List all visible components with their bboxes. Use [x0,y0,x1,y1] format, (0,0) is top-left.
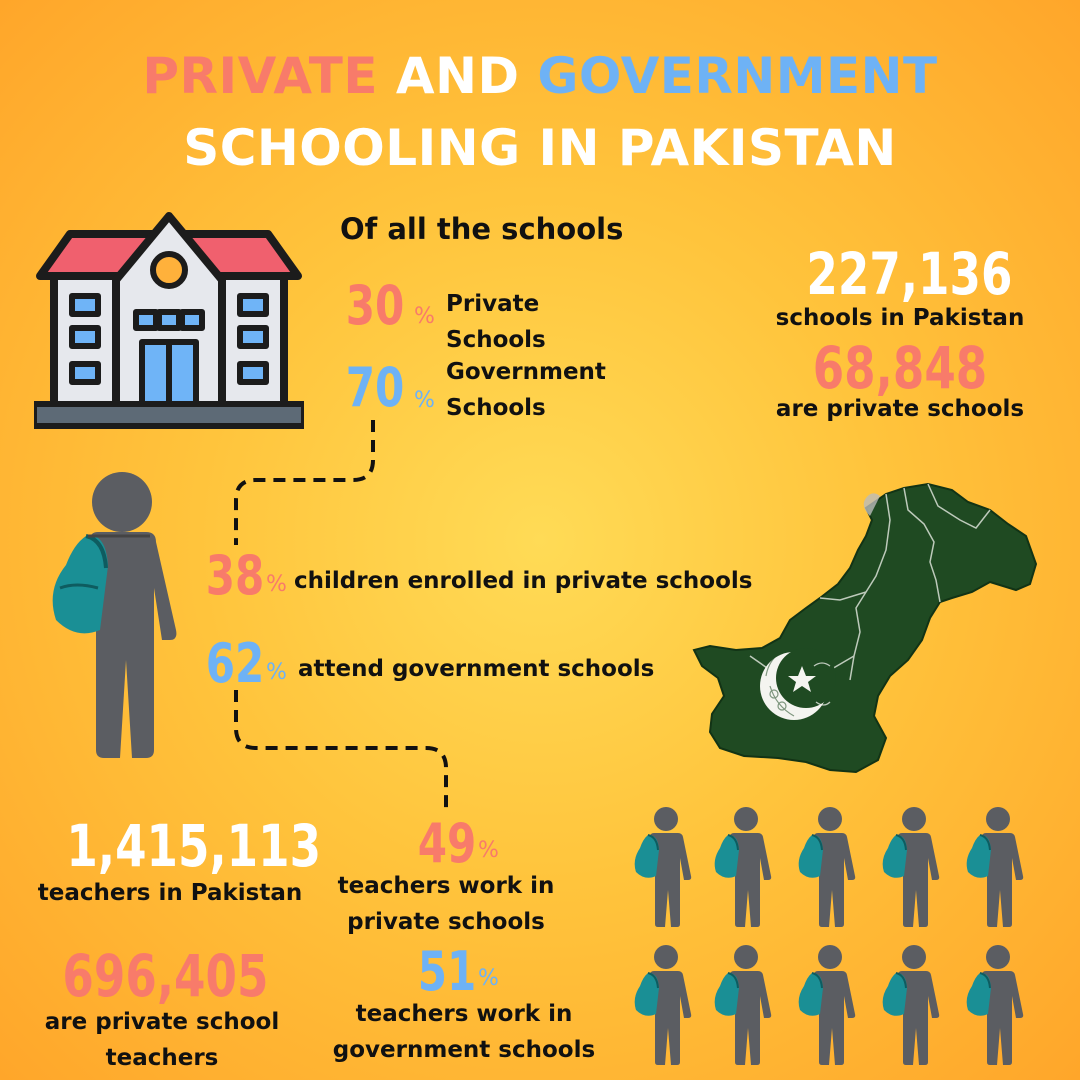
private-schools-number: 68,848 [812,334,988,402]
total-teachers-label: teachers in Pakistan [37,880,303,906]
student-figure-icon [632,806,694,928]
government-teachers-share-label [316,996,612,1068]
student-figure-icon [880,944,942,1066]
government-teachers-share-label-line-2: government schools [332,1037,596,1063]
private-teachers-label-line-2: teachers [105,1045,219,1071]
government-schools-label-line-2: Schools [446,395,546,421]
private-teachers-share-label [316,868,576,940]
private-teachers-share-label-line-1: teachers work in [337,873,555,899]
government-teachers-share-label-line-1: teachers work in [355,1001,573,1027]
title-private-word: PRIVATE [142,47,378,105]
title-and-word: AND [395,47,520,105]
student-icon [46,470,182,760]
student-group-icon [632,806,1032,1056]
schools-share-heading: Of all the schools [340,212,624,246]
private-schools-count-label: are private schools [775,396,1025,422]
private-teachers-label-line-1: are private school [44,1009,280,1035]
student-figure-icon [796,944,858,1066]
government-teachers-percent: 51 [417,940,477,1003]
private-schools-percent-sign: % [414,304,435,329]
private-schools-percent: 30 [345,274,405,337]
government-schools-label-line-1: Government [446,359,606,385]
government-schools-percent: 70 [345,356,405,419]
private-schools-label-line-2: Schools [446,327,546,353]
government-schools-percent-sign: % [414,388,435,413]
private-teachers-percent: 49 [417,812,477,875]
government-enrollment-percent: 62 [205,632,265,695]
private-teachers-share-label-line-2: private schools [347,909,545,935]
private-enrollment-percent: 38 [205,544,265,607]
student-figure-icon [880,806,942,928]
pakistan-map-icon [690,480,1050,780]
government-enrollment-label: attend government schools [298,656,655,682]
total-teachers-number: 1,415,113 [66,812,322,880]
private-schools-label-line-1: Private [446,291,540,317]
student-figure-icon [964,806,1026,928]
private-teachers-number: 696,405 [62,942,269,1010]
private-enrollment-percent-sign: % [266,572,287,597]
private-enrollment-label: children enrolled in private schools [294,568,753,594]
total-schools-label: schools in Pakistan [775,305,1025,331]
private-teachers-label [22,1004,302,1076]
government-teachers-percent-sign: % [478,966,499,991]
student-figure-icon [632,944,694,1066]
student-figure-icon [712,944,774,1066]
title-government-word: GOVERNMENT [537,47,938,105]
student-figure-icon [796,806,858,928]
title-line-2: SCHOOLING IN PAKISTAN [183,119,897,177]
private-teachers-percent-sign: % [478,838,499,863]
student-figure-icon [712,806,774,928]
total-schools-number: 227,136 [806,240,1013,308]
student-figure-icon [964,944,1026,1066]
government-enrollment-percent-sign: % [266,660,287,685]
